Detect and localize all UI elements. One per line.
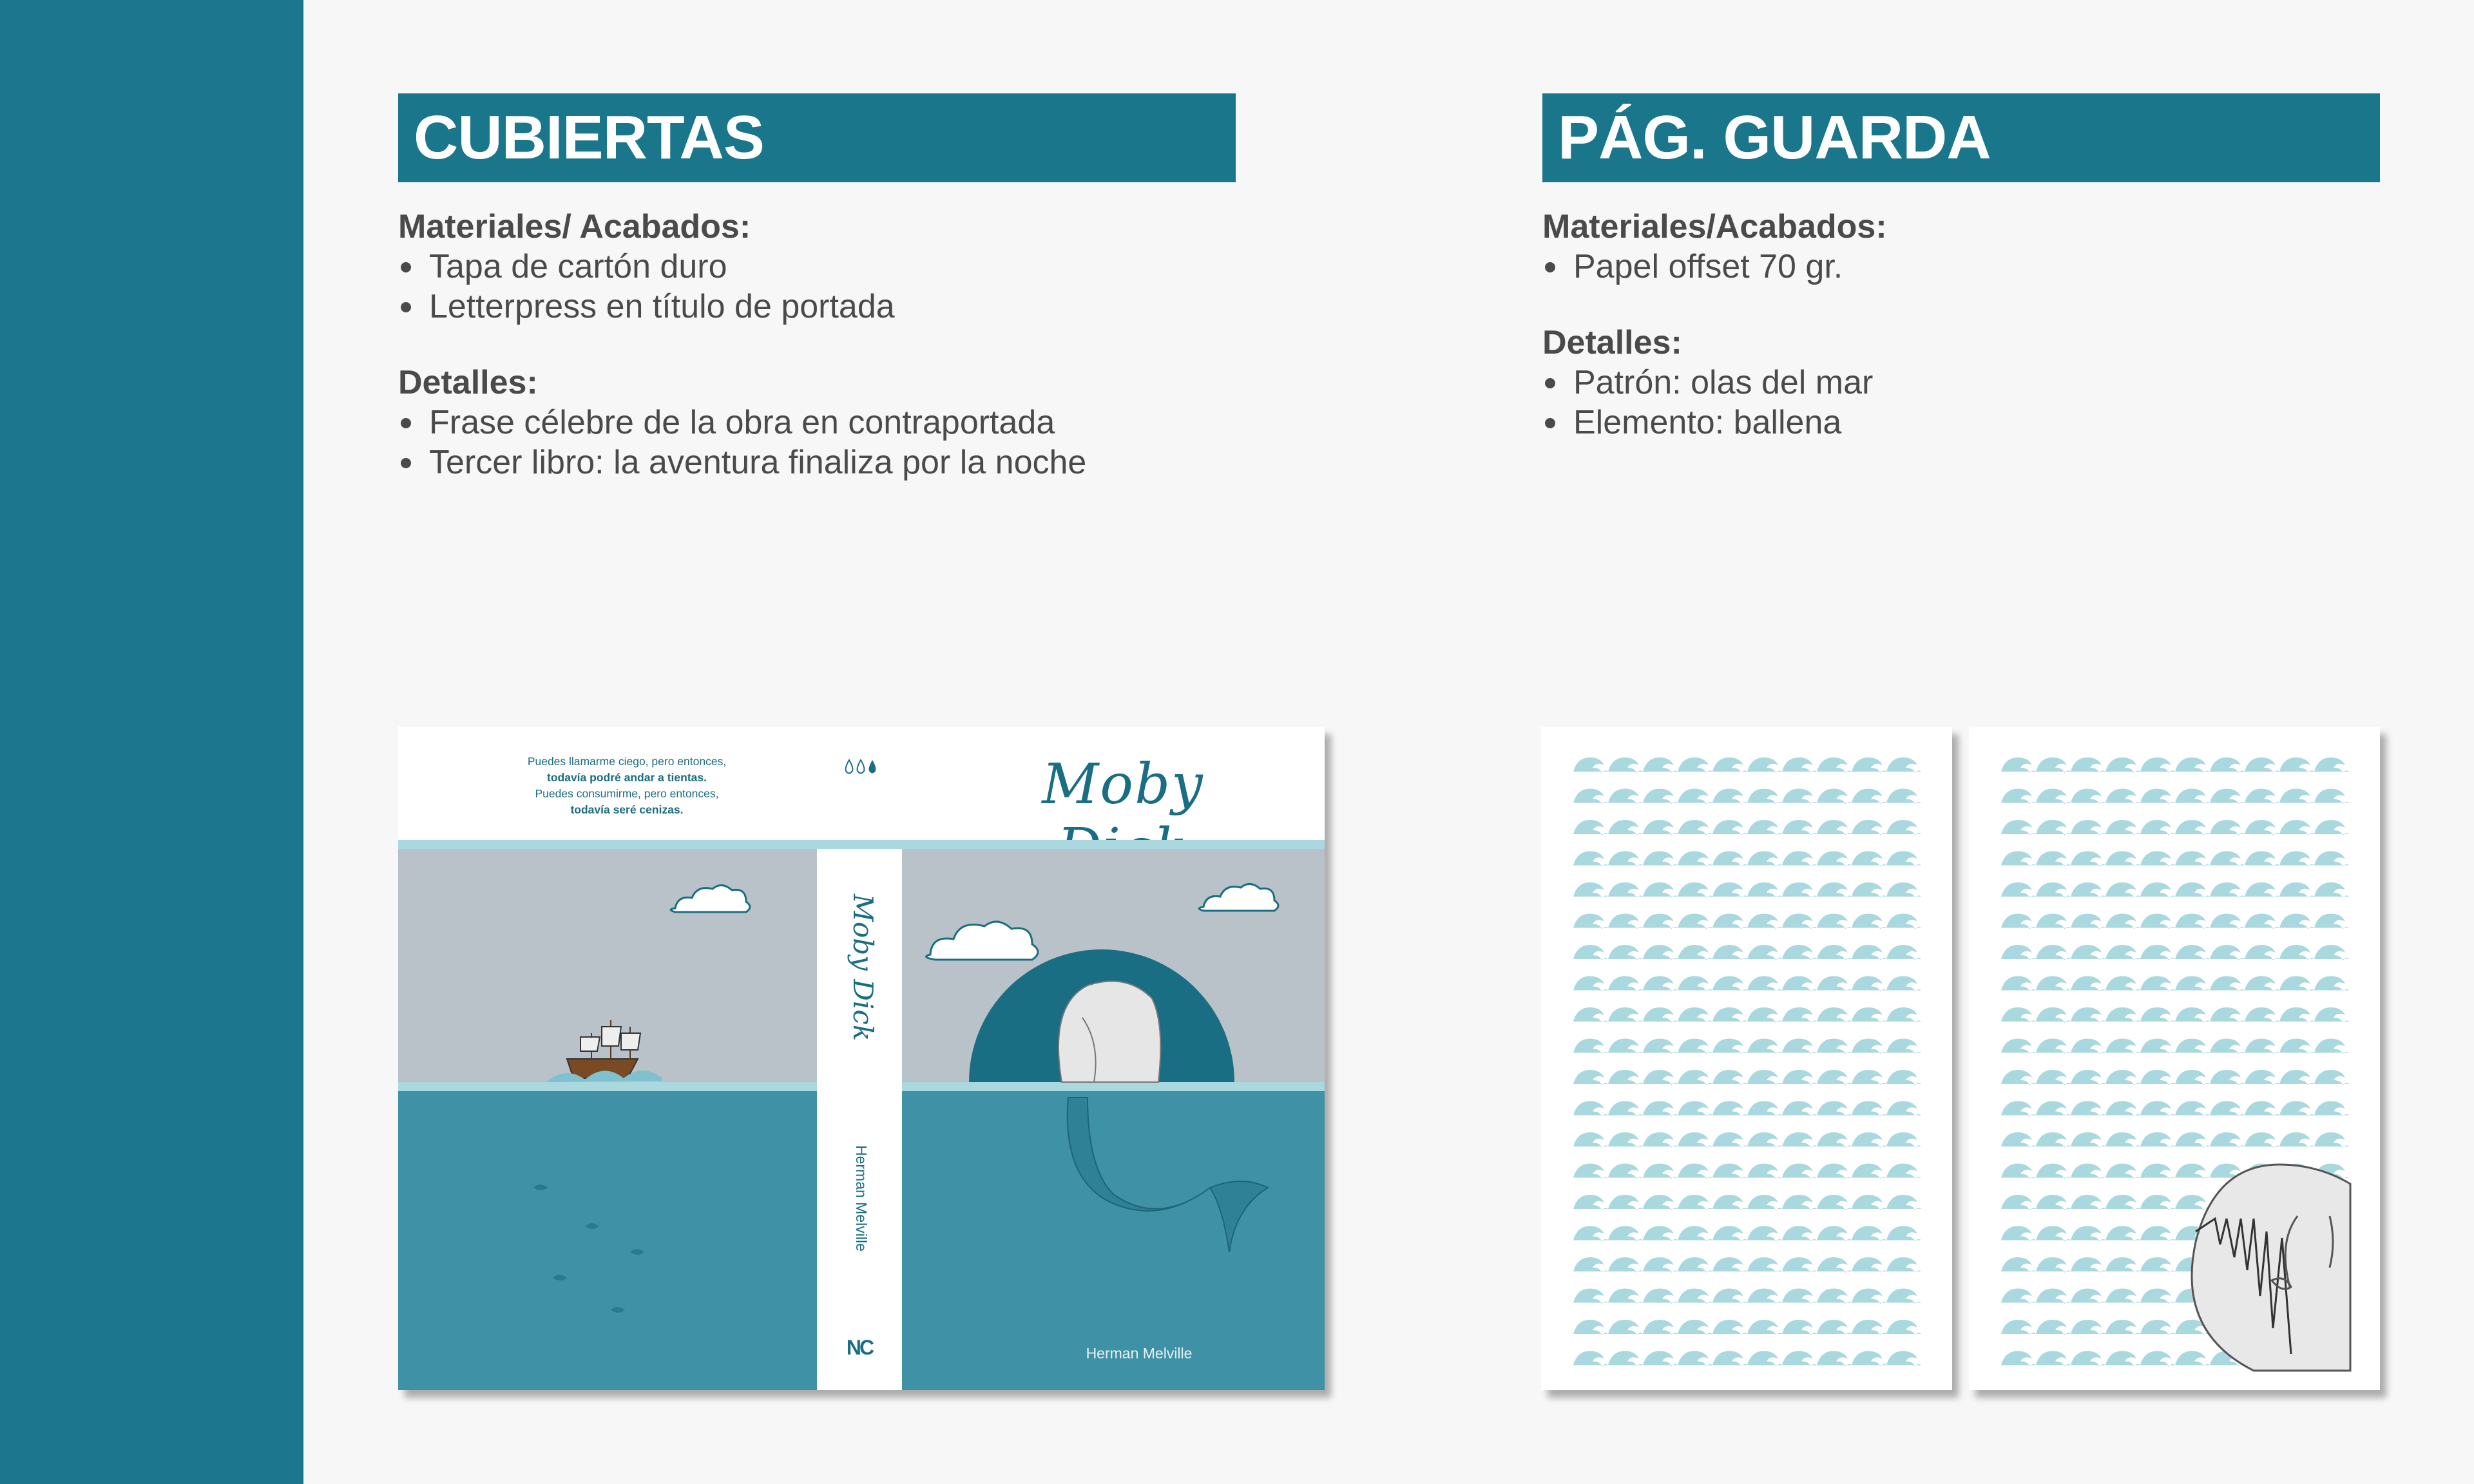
wave-icon bbox=[1817, 851, 1852, 867]
wave-icon bbox=[1782, 1226, 1817, 1242]
wave-icon bbox=[1747, 1039, 1782, 1054]
wave-icon bbox=[1608, 1164, 1643, 1179]
wave-icon bbox=[1678, 945, 1712, 960]
wave-icon bbox=[1817, 1132, 1852, 1148]
guarda-materials bbox=[1542, 207, 2380, 287]
wave-icon bbox=[1678, 882, 1712, 898]
wave-icon bbox=[1678, 1289, 1712, 1304]
wave-icon bbox=[1643, 757, 1678, 773]
cubiertas-details bbox=[398, 363, 1236, 482]
wave-icon bbox=[1817, 1320, 1852, 1335]
wave-icon bbox=[1852, 976, 1886, 992]
wave-icon bbox=[1573, 945, 1608, 960]
wave-icon bbox=[1712, 1351, 1747, 1367]
wave-icon bbox=[1573, 1351, 1608, 1367]
wave-icon bbox=[1678, 820, 1712, 835]
wave-icon bbox=[1782, 1257, 1817, 1273]
wave-icon bbox=[1886, 851, 1921, 867]
wave-icon bbox=[1712, 1039, 1747, 1054]
wave-icon bbox=[1852, 1132, 1886, 1148]
wave-icon bbox=[1608, 1195, 1643, 1210]
wave-icon bbox=[1817, 1289, 1852, 1304]
wave-icon bbox=[1852, 1320, 1886, 1335]
wave-icon bbox=[1573, 1132, 1608, 1148]
bullet-icon bbox=[1545, 418, 1555, 428]
wave-icon bbox=[1712, 976, 1747, 992]
wave-icon bbox=[1608, 1351, 1643, 1367]
book-cover bbox=[398, 727, 1325, 1390]
wave-icon bbox=[1608, 976, 1643, 992]
wave-icon bbox=[1678, 1164, 1712, 1179]
list-item: Elemento: ballena bbox=[1542, 403, 2380, 442]
wave-icon bbox=[1852, 1257, 1886, 1273]
wave-icon bbox=[1886, 1320, 1921, 1335]
wave-icon bbox=[1852, 882, 1886, 898]
wave-icon bbox=[1747, 882, 1782, 898]
wave-icon bbox=[1817, 1070, 1852, 1085]
wave-icon bbox=[1608, 914, 1643, 929]
wave-icon bbox=[1712, 1164, 1747, 1179]
wave-icon bbox=[1782, 820, 1817, 835]
spine-title-area bbox=[817, 888, 902, 1061]
wave-icon bbox=[1886, 945, 1921, 960]
wave-icon bbox=[1886, 1007, 1921, 1023]
wave-icon bbox=[1608, 945, 1643, 960]
wave-icon bbox=[1712, 1070, 1747, 1085]
cubiertas-heading: CUBIERTAS bbox=[398, 93, 1236, 182]
wave-icon bbox=[1817, 1164, 1852, 1179]
wave-icon bbox=[1573, 1320, 1608, 1335]
wave-icon bbox=[1817, 976, 1852, 992]
wave-icon bbox=[1573, 882, 1608, 898]
cubiertas-materials bbox=[398, 207, 1236, 327]
wave-icon bbox=[1747, 851, 1782, 867]
wave-icon bbox=[1852, 1351, 1886, 1367]
wave-icon bbox=[1608, 1289, 1643, 1304]
front-cover-author: Herman Melville bbox=[1086, 1345, 1193, 1362]
wave-icon bbox=[1782, 789, 1817, 804]
wave-icon bbox=[1678, 1257, 1712, 1273]
wave-icon bbox=[1678, 1039, 1712, 1054]
wave-icon bbox=[1608, 1132, 1643, 1148]
wave-icon bbox=[1643, 945, 1678, 960]
wave-icon bbox=[1678, 1226, 1712, 1242]
wave-icon bbox=[1678, 789, 1712, 804]
wave-icon bbox=[1643, 789, 1678, 804]
wave-icon bbox=[1747, 820, 1782, 835]
front-cover-title: Moby bbox=[1042, 752, 1204, 817]
wave-icon bbox=[1782, 1195, 1817, 1210]
wave-icon bbox=[1678, 1007, 1712, 1023]
wave-icon bbox=[1817, 1007, 1852, 1023]
bullet-icon bbox=[401, 302, 411, 312]
wave-icon bbox=[1852, 1226, 1886, 1242]
wave-icon bbox=[1747, 945, 1782, 960]
wave-icon bbox=[1886, 914, 1921, 929]
wave-icon bbox=[1573, 1195, 1608, 1210]
wave-icon bbox=[1643, 1226, 1678, 1242]
wave-icon bbox=[1747, 1070, 1782, 1085]
wave-icon bbox=[1573, 820, 1608, 835]
wave-icon bbox=[1817, 1039, 1852, 1054]
wave-icon bbox=[1573, 1289, 1608, 1304]
wave-icon bbox=[1608, 1101, 1643, 1117]
wave-icon bbox=[1817, 945, 1852, 960]
bullet-icon bbox=[401, 262, 411, 272]
wave-icon bbox=[1782, 1007, 1817, 1023]
wave-icon bbox=[1852, 1101, 1886, 1117]
wave-icon bbox=[1573, 976, 1608, 992]
wave-icon bbox=[1782, 882, 1817, 898]
wave-icon bbox=[1608, 1070, 1643, 1085]
wave-icon bbox=[1643, 882, 1678, 898]
bullet-icon bbox=[401, 418, 411, 428]
wave-icon bbox=[1782, 976, 1817, 992]
cubiertas-section bbox=[398, 93, 1236, 482]
list-item: Tapa de cartón duro bbox=[398, 247, 1236, 287]
wave-icon bbox=[1643, 1039, 1678, 1054]
wave-icon bbox=[1747, 1101, 1782, 1117]
wave-icon bbox=[1747, 1132, 1782, 1148]
wave-icon bbox=[1817, 1226, 1852, 1242]
whale-illustration bbox=[1969, 727, 2380, 1390]
wave-icon bbox=[1817, 757, 1852, 773]
wave-icon bbox=[1643, 1007, 1678, 1023]
wave-icon bbox=[1886, 1289, 1921, 1304]
wave-icon bbox=[1886, 1132, 1921, 1148]
wave-icon bbox=[1852, 1007, 1886, 1023]
wave-pattern bbox=[1541, 727, 1952, 1390]
wave-icon bbox=[1817, 1257, 1852, 1273]
wave-icon bbox=[1782, 914, 1817, 929]
endpaper-left bbox=[1541, 727, 1952, 1390]
wave-icon bbox=[1712, 1289, 1747, 1304]
wave-icon bbox=[1817, 1195, 1852, 1210]
wave-icon bbox=[1643, 1195, 1678, 1210]
wave-icon bbox=[1608, 1226, 1643, 1242]
wave-icon bbox=[1573, 851, 1608, 867]
wave-icon bbox=[1643, 914, 1678, 929]
wave-icon bbox=[1608, 851, 1643, 867]
wave-icon bbox=[1608, 757, 1643, 773]
wave-icon bbox=[1782, 1101, 1817, 1117]
wave-icon bbox=[1678, 1070, 1712, 1085]
wave-icon bbox=[1782, 1132, 1817, 1148]
wave-icon bbox=[1747, 1351, 1782, 1367]
wave-icon bbox=[1747, 1226, 1782, 1242]
bullet-icon bbox=[1545, 262, 1555, 272]
wave-icon bbox=[1678, 976, 1712, 992]
wave-icon bbox=[1886, 1351, 1921, 1367]
wave-icon bbox=[1852, 1195, 1886, 1210]
wave-icon bbox=[1747, 1164, 1782, 1179]
wave-icon bbox=[1886, 1039, 1921, 1054]
wave-icon bbox=[1782, 945, 1817, 960]
wave-icon bbox=[1817, 882, 1852, 898]
water-drops-icon bbox=[843, 757, 881, 777]
wave-icon bbox=[1643, 1289, 1678, 1304]
wave-icon bbox=[1573, 1039, 1608, 1054]
wave-icon bbox=[1712, 945, 1747, 960]
wave-icon bbox=[1782, 1351, 1817, 1367]
list-item: Patrón: olas del mar bbox=[1542, 363, 2380, 403]
wave-icon bbox=[1678, 757, 1712, 773]
wave-icon bbox=[1643, 1132, 1678, 1148]
wave-icon bbox=[1712, 1257, 1747, 1273]
wave-icon bbox=[1747, 1195, 1782, 1210]
wave-icon bbox=[1886, 1195, 1921, 1210]
wave-icon bbox=[1817, 1351, 1852, 1367]
wave-icon bbox=[1852, 820, 1886, 835]
wave-icon bbox=[1573, 1070, 1608, 1085]
wave-icon bbox=[1782, 757, 1817, 773]
wave-icon bbox=[1747, 914, 1782, 929]
wave-icon bbox=[1643, 1164, 1678, 1179]
wave-icon bbox=[1782, 1320, 1817, 1335]
wave-icon bbox=[1817, 914, 1852, 929]
wave-icon bbox=[1712, 757, 1747, 773]
spine-author: Herman Melville bbox=[853, 1145, 870, 1251]
wave-icon bbox=[1643, 820, 1678, 835]
wave-icon bbox=[1886, 1226, 1921, 1242]
wave-icon bbox=[1712, 914, 1747, 929]
list-item: Letterpress en título de portada bbox=[398, 287, 1236, 327]
wave-icon bbox=[1852, 914, 1886, 929]
wave-icon bbox=[1712, 789, 1747, 804]
wave-icon bbox=[1747, 976, 1782, 992]
wave-icon bbox=[1852, 945, 1886, 960]
wave-icon bbox=[1852, 1164, 1886, 1179]
wave-icon bbox=[1886, 1101, 1921, 1117]
wave-icon bbox=[1747, 1320, 1782, 1335]
wave-icon bbox=[1608, 1257, 1643, 1273]
wave-icon bbox=[1712, 1101, 1747, 1117]
guarda-heading: PÁG. GUARDA bbox=[1542, 93, 2380, 182]
wave-icon bbox=[1573, 1226, 1608, 1242]
wave-icon bbox=[1643, 976, 1678, 992]
guarda-materials-title: Materiales/Acabados: bbox=[1542, 208, 1887, 245]
endpaper-right bbox=[1969, 727, 2380, 1390]
wave-icon bbox=[1643, 1101, 1678, 1117]
publisher-logo: NC bbox=[846, 1336, 873, 1359]
wave-icon bbox=[1747, 1257, 1782, 1273]
list-item: Frase célebre de la obra en contraportada bbox=[398, 403, 1236, 442]
wave-icon bbox=[1678, 914, 1712, 929]
wave-icon bbox=[1817, 820, 1852, 835]
wave-icon bbox=[1678, 1132, 1712, 1148]
wave-icon bbox=[1817, 1101, 1852, 1117]
wave-icon bbox=[1886, 1070, 1921, 1085]
wave-icon bbox=[1678, 1101, 1712, 1117]
wave-icon bbox=[1852, 1289, 1886, 1304]
cubiertas-details-title: Detalles: bbox=[398, 364, 538, 401]
wave-icon bbox=[1852, 1039, 1886, 1054]
wave-icon bbox=[1643, 851, 1678, 867]
wave-icon bbox=[1678, 1351, 1712, 1367]
sidebar-band bbox=[0, 0, 303, 1484]
guarda-section bbox=[1542, 93, 2380, 442]
bullet-icon bbox=[1545, 378, 1555, 388]
wave-icon bbox=[1886, 1257, 1921, 1273]
wave-icon bbox=[1678, 1320, 1712, 1335]
wave-icon bbox=[1608, 820, 1643, 835]
wave-icon bbox=[1573, 1101, 1608, 1117]
wave-icon bbox=[1852, 1070, 1886, 1085]
wave-icon bbox=[1747, 789, 1782, 804]
wave-icon bbox=[1886, 1164, 1921, 1179]
wave-icon bbox=[1782, 1164, 1817, 1179]
wave-icon bbox=[1886, 976, 1921, 992]
wave-icon bbox=[1573, 1257, 1608, 1273]
wave-icon bbox=[1817, 789, 1852, 804]
wave-icon bbox=[1573, 789, 1608, 804]
wave-icon bbox=[1782, 1289, 1817, 1304]
wave-icon bbox=[1678, 851, 1712, 867]
guarda-details-title: Detalles: bbox=[1542, 324, 1682, 361]
wave-icon bbox=[1608, 1007, 1643, 1023]
cubiertas-materials-title: Materiales/ Acabados: bbox=[398, 208, 751, 245]
wave-icon bbox=[1608, 882, 1643, 898]
wave-icon bbox=[1747, 757, 1782, 773]
wave-icon bbox=[1643, 1070, 1678, 1085]
wave-icon bbox=[1573, 1007, 1608, 1023]
wave-icon bbox=[1573, 1164, 1608, 1179]
list-item: Papel offset 70 gr. bbox=[1542, 247, 2380, 287]
wave-icon bbox=[1643, 1320, 1678, 1335]
wave-icon bbox=[1747, 1289, 1782, 1304]
wave-icon bbox=[1643, 1257, 1678, 1273]
bullet-icon bbox=[401, 458, 411, 468]
wave-icon bbox=[1782, 851, 1817, 867]
wave-icon bbox=[1643, 1351, 1678, 1367]
wave-icon bbox=[1608, 1320, 1643, 1335]
wave-icon bbox=[1886, 757, 1921, 773]
wave-icon bbox=[1712, 820, 1747, 835]
wave-icon bbox=[1886, 820, 1921, 835]
wave-icon bbox=[1573, 757, 1608, 773]
wave-icon bbox=[1782, 1039, 1817, 1054]
wave-icon bbox=[1852, 851, 1886, 867]
back-cover-quote: Puedes llamarme ciego, pero entonces, todavía podré andar a tientas. Puedes consumirme, pero entonces, todavía seré cenizas. bbox=[527, 755, 727, 816]
wave-icon bbox=[1608, 1039, 1643, 1054]
list-item: Tercer libro: la aventura finaliza por la noche bbox=[398, 442, 1236, 482]
wave-icon bbox=[1712, 851, 1747, 867]
guarda-details bbox=[1542, 323, 2380, 442]
wave-icon bbox=[1782, 1070, 1817, 1085]
wave-icon bbox=[1712, 1195, 1747, 1210]
wave-icon bbox=[1712, 882, 1747, 898]
wave-icon bbox=[1886, 789, 1921, 804]
wave-icon bbox=[1852, 789, 1886, 804]
wave-icon bbox=[1712, 1320, 1747, 1335]
wave-icon bbox=[1608, 789, 1643, 804]
wave-icon bbox=[1712, 1132, 1747, 1148]
wave-icon bbox=[1712, 1226, 1747, 1242]
wave-icon bbox=[1852, 757, 1886, 773]
spine-title: Moby Dick bbox=[847, 894, 879, 1042]
wave-icon bbox=[1678, 1195, 1712, 1210]
wave-icon bbox=[1886, 882, 1921, 898]
wave-icon bbox=[1573, 914, 1608, 929]
wave-icon bbox=[1747, 1007, 1782, 1023]
wave-icon bbox=[1712, 1007, 1747, 1023]
